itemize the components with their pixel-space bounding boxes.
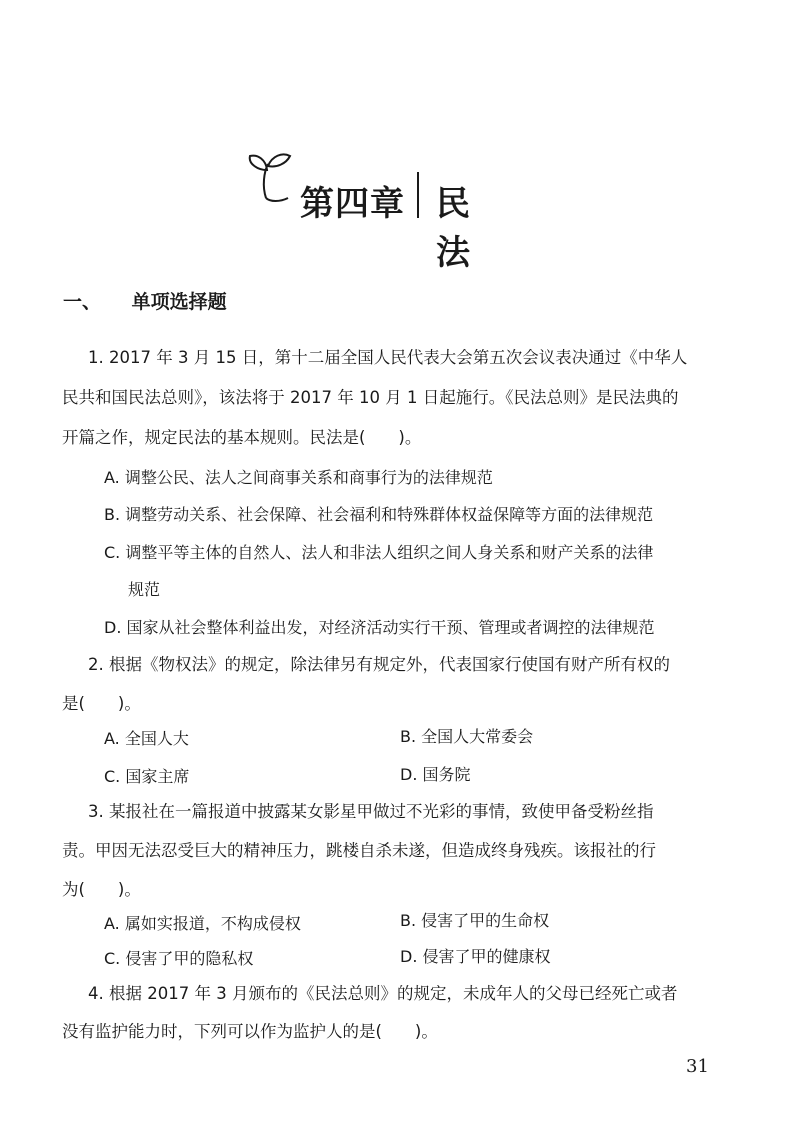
q3-line1: 3. 某报社在一篇报道中披露某女影星甲做过不光彩的事情，致使甲备受粉丝指 (88, 802, 654, 821)
chapter-header (240, 148, 580, 273)
q1-line1: 1. 2017 年 3 月 15 日，第十二届全国人民代表大会第五次会议表决通过《中华人 (88, 348, 688, 367)
q2-option-d: D. 国务院 (400, 765, 471, 784)
q3-option-b: B. 侵害了甲的生命权 (400, 911, 550, 930)
q1-option-b: B. 调整劳动关系、社会保障、社会福利和特殊群体权益保障等方面的法律规范 (104, 505, 654, 524)
q2-line2: 是( )。 (62, 694, 141, 713)
chapter-divider (417, 172, 419, 218)
section-title: 单项选择题 (131, 291, 227, 313)
q3-option-d: D. 侵害了甲的健康权 (400, 947, 551, 966)
q2-option-b: B. 全国人大常委会 (400, 727, 534, 746)
page-number: 31 (686, 1056, 709, 1077)
q3-option-c: C. 侵害了甲的隐私权 (104, 949, 254, 968)
q2-option-c: C. 国家主席 (104, 767, 190, 786)
q3-line3: 为( )。 (62, 880, 141, 899)
q1-option-c: C. 调整平等主体的自然人、法人和非法人组织之间人身关系和财产关系的法律 (104, 543, 654, 562)
section-heading (63, 287, 227, 314)
q1-option-a: A. 调整公民、法人之间商事关系和商事行为的法律规范 (104, 468, 493, 487)
chapter-title: 民 法 (436, 184, 498, 273)
chapter-number: 第四章 (300, 184, 405, 224)
q4-line2: 没有监护能力时，下列可以作为监护人的是( )。 (62, 1022, 438, 1041)
q1-option-c-cont: 规范 (128, 580, 161, 599)
q3-line2: 责。甲因无法忍受巨大的精神压力，跳楼自杀未遂，但造成终身残疾。该报社的行 (62, 841, 656, 860)
q2-line1: 2. 根据《物权法》的规定，除法律另有规定外，代表国家行使国有财产所有权的 (88, 655, 670, 674)
q4-line1: 4. 根据 2017 年 3 月颁布的《民法总则》的规定，未成年人的父母已经死亡或者 (88, 984, 678, 1003)
q2-option-a: A. 全国人大 (104, 729, 189, 748)
q1-line3: 开篇之作，规定民法的基本规则。民法是( )。 (62, 428, 422, 447)
section-number: 一、 (63, 291, 102, 313)
q1-option-d: D. 国家从社会整体利益出发，对经济活动实行干预、管理或者调控的法律规范 (104, 618, 655, 637)
sprout-icon (240, 148, 298, 206)
q3-option-a: A. 属如实报道，不构成侵权 (104, 914, 301, 933)
q1-line2: 民共和国民法总则》，该法将于 2017 年 10 月 1 日起施行。《民法总则》是民法典的 (62, 388, 679, 407)
